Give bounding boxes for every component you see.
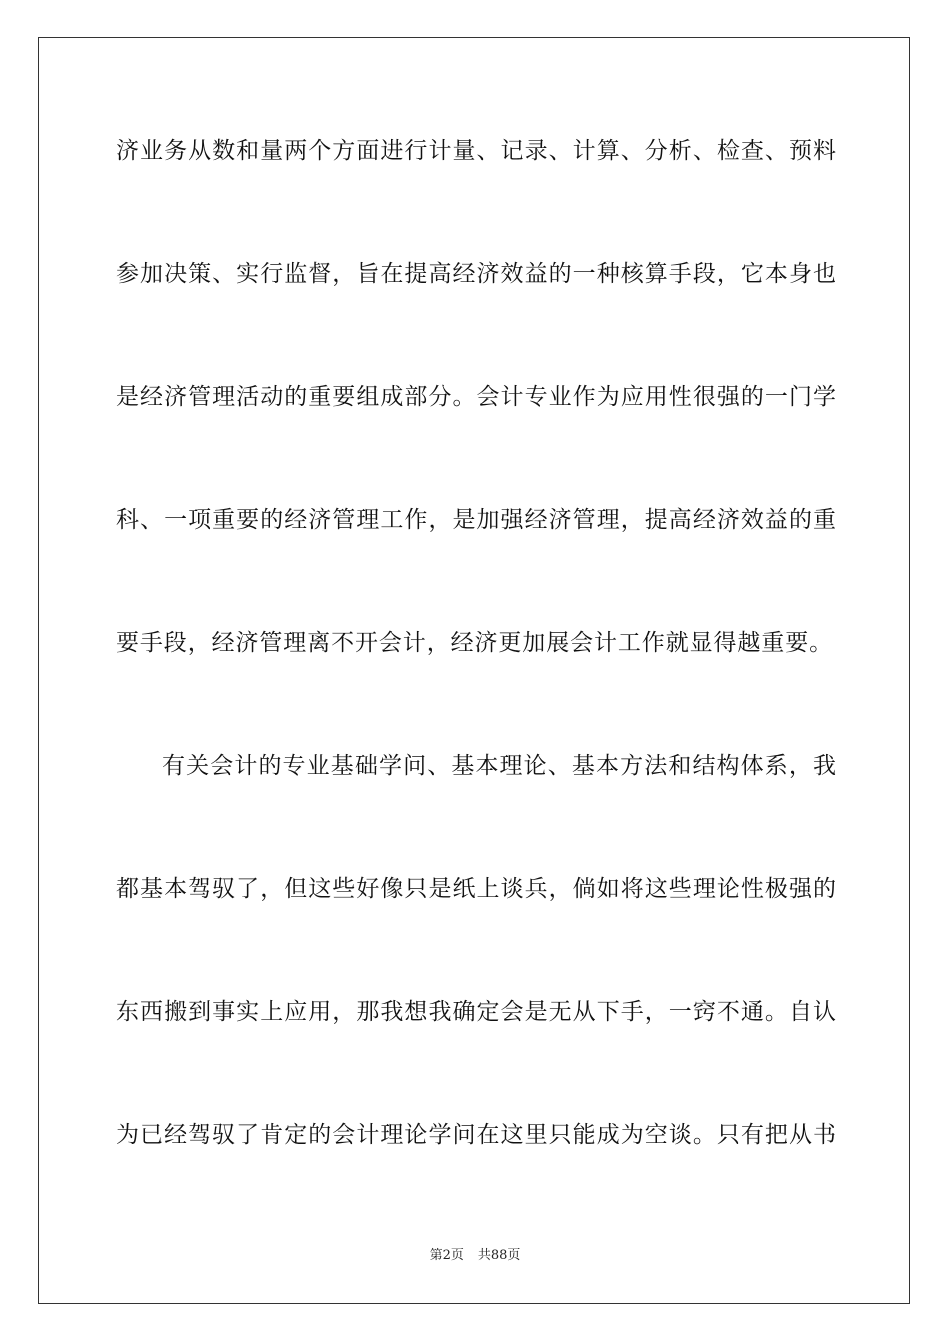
text-line: 要手段，经济管理离不开会计，经济更加展会计工作就显得越重要。 — [116, 630, 833, 656]
text-line-paragraph-start: 有关会计的专业基础学问、基本理论、基本方法和结构体系，我 — [162, 753, 836, 779]
page-number: 第2页 — [429, 1248, 464, 1263]
text-line: 科、一项重要的经济管理工作，是加强经济管理，提高经济效益的重 — [116, 507, 836, 533]
page-border — [38, 37, 910, 1304]
text-line: 参加决策、实行监督，旨在提高经济效益的一种核算手段，它本身也 — [116, 261, 836, 287]
text-line: 济业务从数和量两个方面进行计量、记录、计算、分析、检查、预料 — [116, 138, 836, 164]
page-footer — [0, 1246, 950, 1266]
page-total: 共88页 — [477, 1248, 521, 1263]
text-line: 东西搬到事实上应用，那我想我确定会是无从下手，一窍不通。自认 — [116, 999, 836, 1025]
text-line: 为已经驾驭了肯定的会计理论学问在这里只能成为空谈。只有把从书 — [116, 1122, 836, 1148]
text-line: 是经济管理活动的重要组成部分。会计专业作为应用性很强的一门学 — [116, 384, 836, 410]
text-line: 都基本驾驭了，但这些好像只是纸上谈兵，倘如将这些理论性极强的 — [116, 876, 836, 902]
